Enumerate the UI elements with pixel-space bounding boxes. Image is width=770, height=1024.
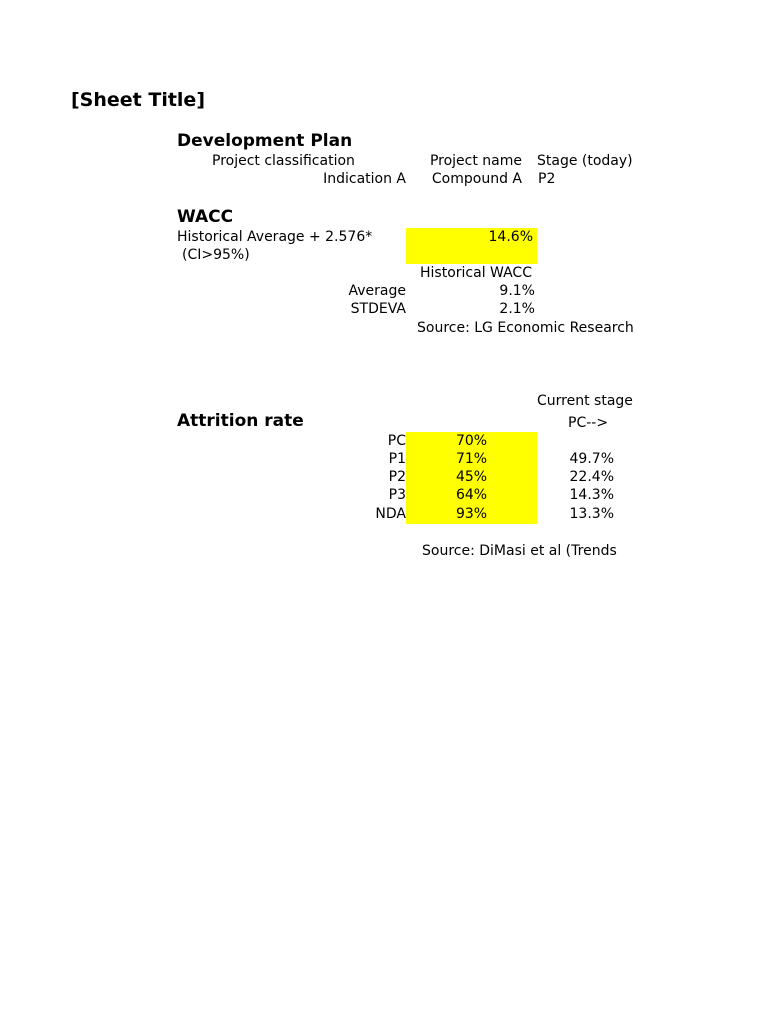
wacc-stdeva-label: STDEVA [350,301,406,317]
wacc-ci-label: (CI>95%) [182,247,250,263]
wacc-heading: WACC [177,207,234,227]
attrition-rate-value[interactable]: 93% [455,506,488,522]
historical-wacc-label: Historical WACC [420,265,532,281]
wacc-average-label: Average [348,283,406,299]
sheet-title: [Sheet Title] [71,89,206,111]
header-stage-today: Stage (today) [537,153,633,169]
attrition-rate-value[interactable]: 45% [455,469,488,485]
wacc-stdeva-value: 2.1% [499,301,535,317]
attrition-rate-value[interactable]: 71% [455,451,488,467]
attrition-rate-value[interactable]: 64% [455,487,488,503]
value-indication: Indication A [323,171,406,187]
wacc-source: Source: LG Economic Research [417,320,634,336]
attrition-cumulative-value: 22.4% [569,469,614,485]
header-project-classification: Project classification [212,153,355,169]
value-compound: Compound A [431,171,522,187]
wacc-average-value: 9.1% [499,283,535,299]
attrition-stage-label: P2 [388,469,406,485]
attrition-cumulative-value: 49.7% [569,451,614,467]
attrition-stage-label: P3 [388,487,406,503]
attrition-rate-value[interactable]: 70% [455,433,488,449]
wacc-formula-label: Historical Average + 2.576* [177,229,373,245]
header-project-name: Project name [429,153,522,169]
attrition-source: Source: DiMasi et al (Trends [422,543,617,559]
attrition-cumulative-value: 14.3% [569,487,614,503]
wacc-value: 14.6% [488,229,533,245]
development-plan-heading: Development Plan [177,131,353,151]
attrition-stage-label: P1 [388,451,406,467]
attrition-stage-label: PC [387,433,406,449]
attrition-stage-label: NDA [375,506,406,522]
attrition-cumulative-value: 13.3% [569,506,614,522]
current-stage-value: PC--> [568,415,609,431]
value-stage: P2 [538,171,556,187]
wacc-value-cell[interactable] [406,228,537,264]
attrition-heading: Attrition rate [177,411,304,431]
current-stage-label: Current stage [537,393,633,409]
